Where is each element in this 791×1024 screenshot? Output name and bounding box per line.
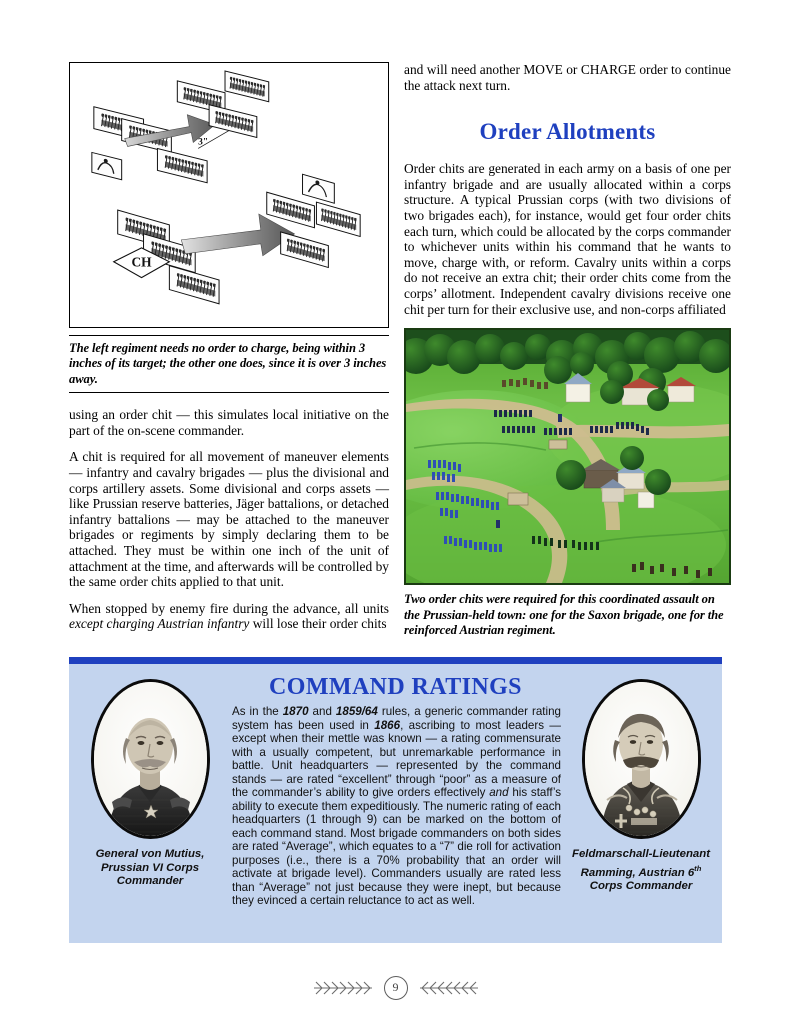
command-ratings-title: COMMAND RATINGS	[269, 674, 522, 700]
portrait-engraving-mutius	[94, 682, 207, 836]
paragraph-stopped-pre: When stopped by enemy fire during the advance, all units	[69, 600, 389, 616]
laurel-ornament-left-icon	[312, 977, 380, 999]
panel-accent-bar	[69, 657, 722, 664]
portrait-caption-right-ordinal: th	[694, 863, 702, 873]
paragraph-stopped-italic: except charging Austrian infantry	[69, 616, 250, 632]
portrait-engraving-ramming	[585, 682, 698, 836]
portrait-caption-right	[566, 848, 716, 893]
portrait-caption-left-line3: Commander	[116, 875, 184, 887]
wargame-table-photo-svg	[406, 330, 729, 583]
right-column	[404, 62, 731, 638]
paragraph-stopped-by-fire	[69, 601, 389, 632]
distance-label: 3"	[198, 137, 209, 148]
cr-text-s1: As in the	[232, 705, 283, 718]
portrait-caption-left-line1: General von Mutius,	[95, 848, 205, 860]
cr-text-i1: and	[489, 786, 509, 799]
page-number: 9	[384, 976, 408, 1000]
cr-text-s5: his staff’s ability to execute them expeditiously. The numeric rating of each headquarters (1 through 9) can be marked on the bottom of each command stand. Most brigade commanders on both sides are rated “Average”, which equates to a “7” die roll for activation purposes (i.e., there is a 70% probability that an order will activate at brigade level). Commanders usually are rated less than “Average” not just because they were inept, but because they evinced a certain reluctance to act as well.	[232, 786, 561, 907]
paragraph-stopped-post: will lose their order chits	[249, 616, 387, 632]
general-von-mutius-portrait	[91, 679, 210, 839]
cr-text-b3: 1866	[374, 718, 401, 732]
charge-diagram-svg	[70, 63, 388, 327]
cr-text-b1: 1870	[282, 705, 309, 718]
left-column	[69, 62, 389, 632]
charge-distance-diagram	[69, 62, 389, 328]
chit-label: CH	[131, 254, 152, 270]
cr-text-s2: and	[308, 705, 336, 718]
portrait-caption-left-line2: Prussian VI Corps	[100, 861, 200, 874]
portrait-caption-right-line2: Ramming, Austrian 6	[580, 866, 695, 879]
figure-caption: The left regiment needs no order to charge, being within 3 inches of its target; the other one does, since it is over 3 inches away.	[69, 341, 387, 386]
cr-text-b2: 1859/64	[335, 705, 378, 718]
paragraph-chit-required: A chit is required for all movement of maneuver elements — infantry and cavalry brigades — plus the divisional and corps artillery assets. Some divisional and corps assets — like Prussian reserve batteries, Jäger battalions, or detached infantry battalions — may be attached to the maneuver brigades or regiments by simply declaring them to be attached. They must be within one inch of the unit of attachment at the time, and afterwards will be controlled by the same order chits applied to that unit.	[69, 449, 389, 590]
command-ratings-panel	[69, 657, 722, 943]
photo-caption: Two order chits were required for this coordinated assault on the Prussian-held town: one for the Saxon brigade, one for the reinforced Austrian regiment.	[404, 592, 724, 637]
ramming-portrait	[582, 679, 701, 839]
portrait-caption-right-line3: Corps Commander	[589, 879, 693, 892]
command-ratings-body	[232, 705, 561, 908]
portrait-caption-right-line1: Feldmarschall-Lieutenant	[572, 848, 710, 860]
portrait-caption-left	[75, 848, 225, 889]
paragraph-order-chit: using an order chit — this simulates local initiative on the part of the on-scene commander.	[69, 407, 389, 438]
cr-text-s4: , ascribing to most leaders — except when their mettle was known — a rating commensurate with a usually competent, but unremarkable performance in battle. Unit headquarters — represented by the command stands — are rated “excellent” through “poor” as a measure of the commander’s ability to give orders effectively	[232, 718, 561, 799]
page-footer	[0, 976, 791, 1000]
cr-text-s3: rules, a generic commander rating system has been used in	[232, 705, 561, 732]
paragraph-continue-attack: and will need another MOVE or CHARGE order to continue the attack next turn.	[404, 62, 731, 93]
section-heading-order-allotments: Order Allotments	[479, 119, 656, 145]
portrait-block-right	[566, 679, 716, 893]
order-chit-marker	[549, 440, 567, 449]
wargame-table-photo	[404, 328, 731, 585]
order-chit-marker	[508, 493, 528, 505]
laurel-ornament-right-icon	[412, 977, 480, 999]
portrait-block-left	[75, 679, 225, 889]
paragraph-order-allotments: Order chits are generated in each army on a basis of one per infantry brigade and are usually allocated within a corps structure. A typical Prussian corps (with two divisions of two brigades each), for instance, would get four order chits each turn, which could be allocated by the corps commander to whichever units within his command that he wants to move, charge with, or reform. Cavalry units within a corps do not receive an extra chit; their order chits come from the corps’ allotment. Independent cavalry divisions receive one chit per turn for their exclusive use, and non-corps affiliated	[404, 161, 731, 317]
